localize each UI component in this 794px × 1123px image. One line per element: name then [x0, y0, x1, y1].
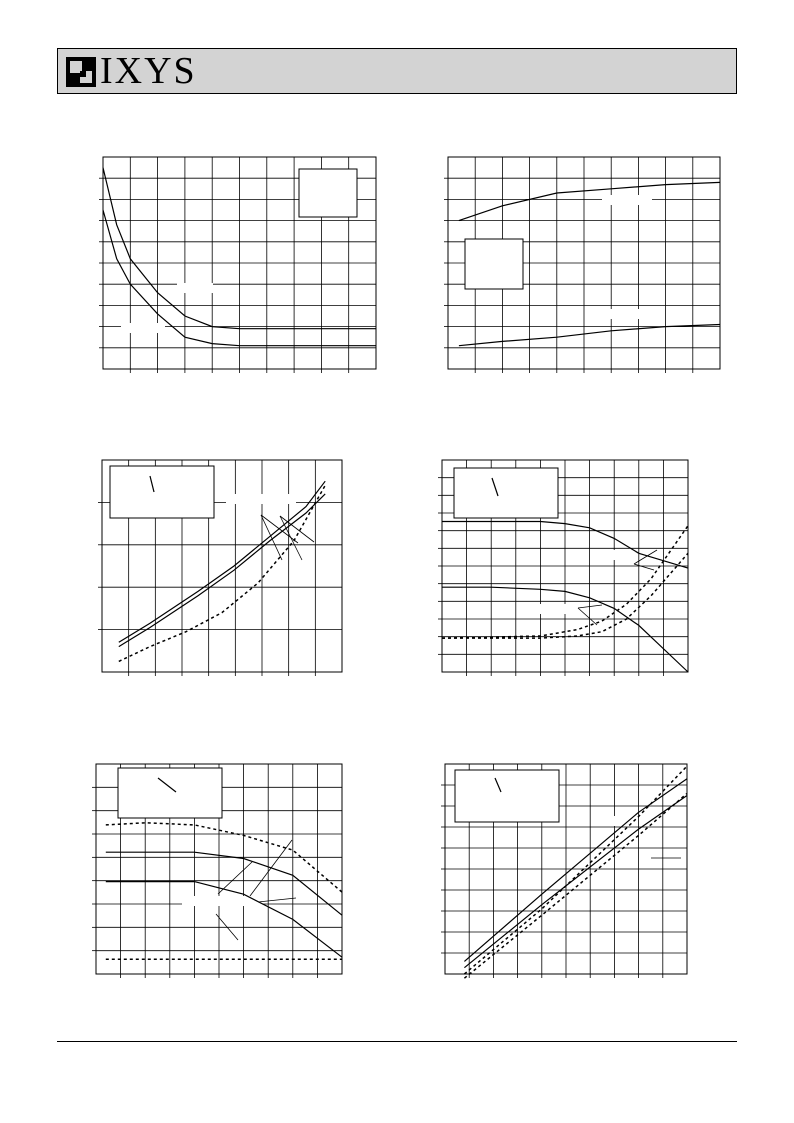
- page-header: [57, 48, 737, 94]
- footer-rule: [57, 1041, 737, 1042]
- chart-2: [448, 157, 720, 369]
- label-mask: [121, 323, 165, 333]
- label-mask: [534, 604, 582, 614]
- legend-box: [454, 468, 558, 518]
- legend-box: [118, 768, 222, 818]
- legend-box: [455, 770, 559, 822]
- chart-6: [445, 764, 687, 974]
- chart-1: [103, 157, 376, 369]
- label-mask: [177, 283, 213, 293]
- label-mask: [226, 494, 296, 504]
- legend-box: [465, 239, 523, 289]
- label-mask: [602, 195, 652, 205]
- chart-4: [442, 460, 688, 672]
- label-mask: [590, 550, 636, 560]
- chart-5: [96, 764, 342, 974]
- chart-3: [102, 460, 342, 672]
- legend-box: [299, 169, 357, 217]
- brand-name: IXYS: [100, 50, 197, 92]
- ixys-logo-mark: [66, 57, 96, 87]
- legend-box: [110, 466, 214, 518]
- label-mask: [602, 309, 652, 319]
